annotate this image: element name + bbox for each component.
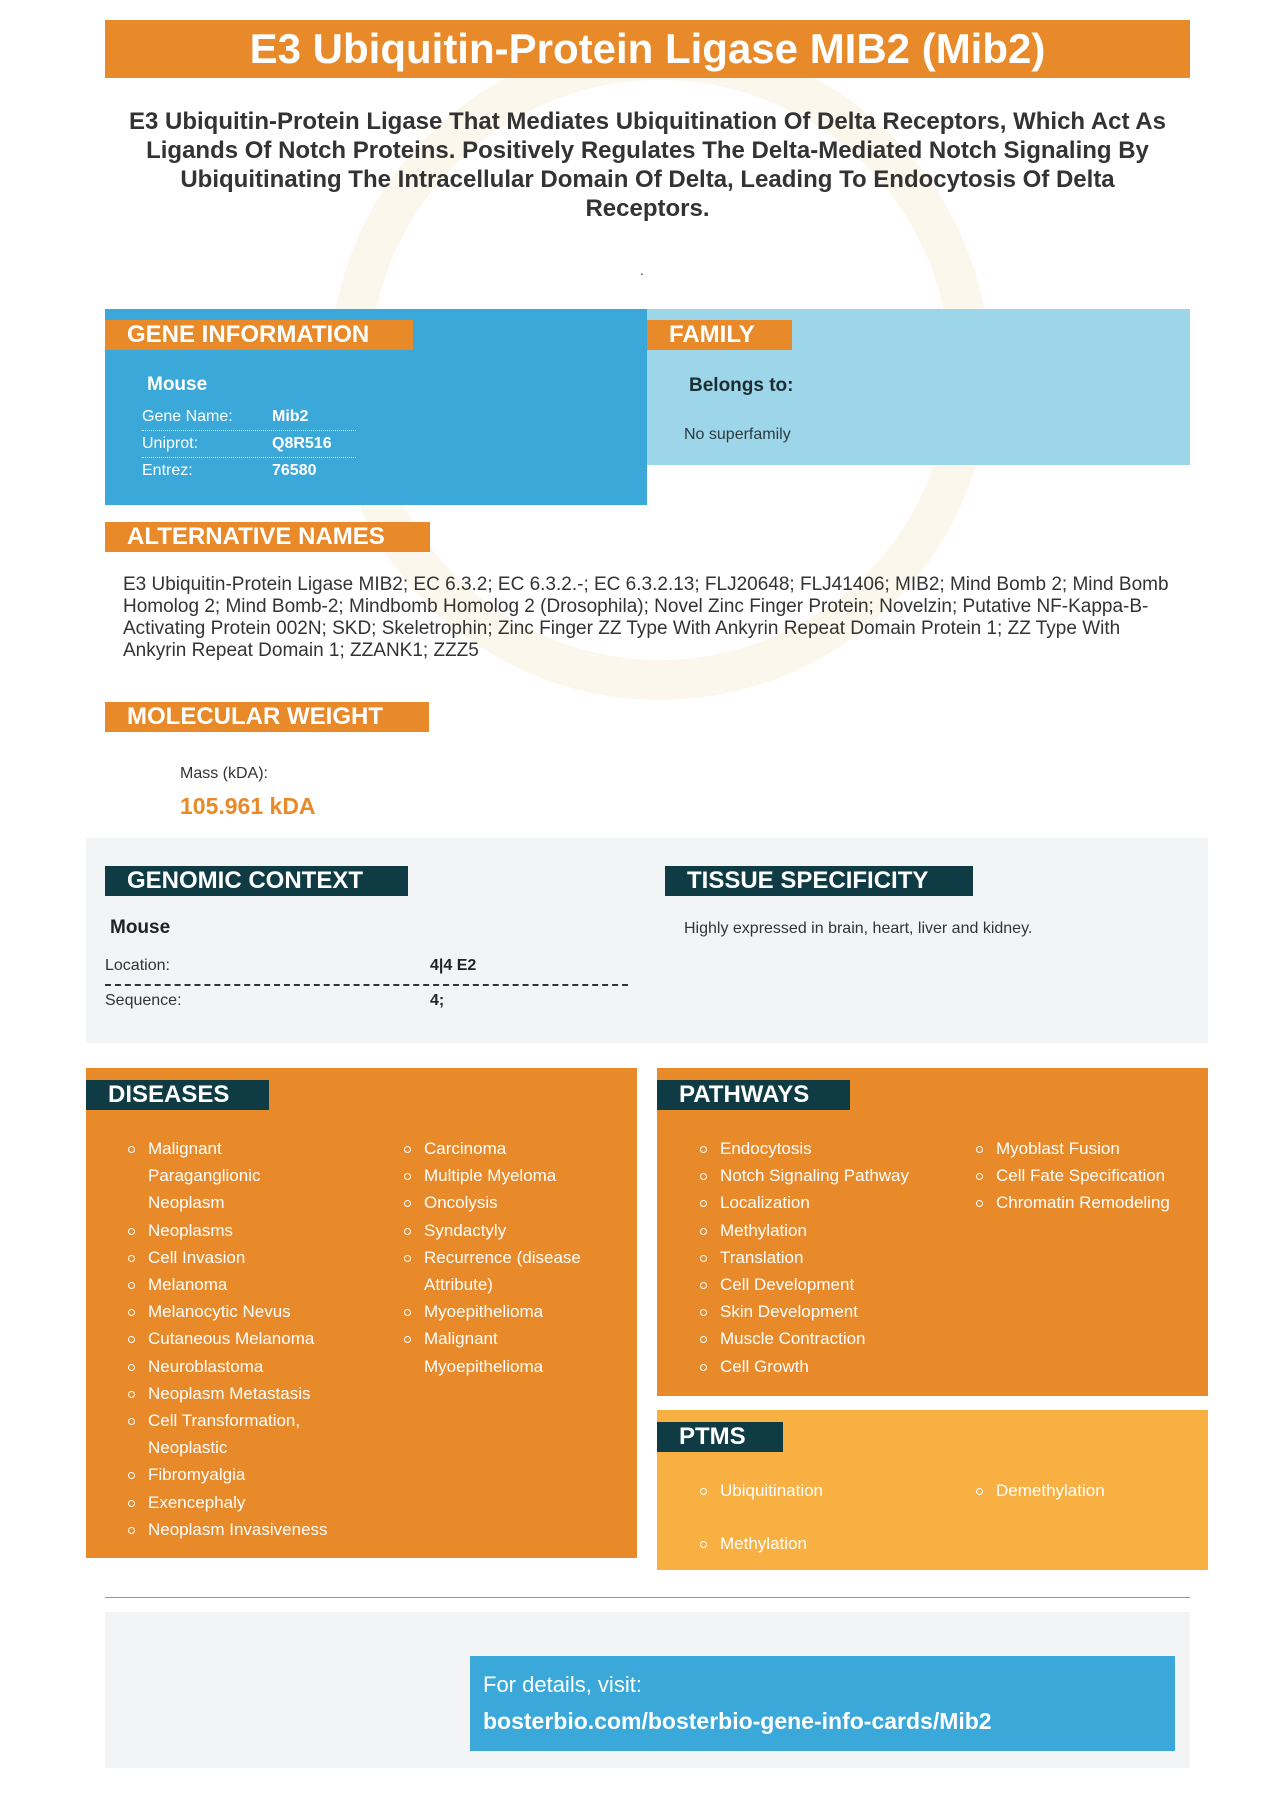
disease-item: Malignant Paraganglionic Neoplasm — [128, 1135, 333, 1217]
pathway-item: Endocytosis — [700, 1135, 960, 1162]
entrez-value: 76580 — [272, 462, 317, 479]
gene-organism: Mouse — [147, 374, 208, 395]
entrez-label: Entrez: — [142, 462, 193, 479]
ptms-list-col1-row2 — [700, 1530, 930, 1557]
ptm-item: Demethylation — [976, 1477, 1196, 1504]
sequence-label: Sequence: — [105, 992, 182, 1009]
diseases-heading: DISEASES — [86, 1080, 269, 1110]
disease-item: Fibromyalgia — [128, 1461, 333, 1488]
ptms-list-col2 — [976, 1477, 1196, 1504]
disease-item: Melanocytic Nevus — [128, 1298, 333, 1325]
uniprot-label: Uniprot: — [142, 435, 199, 452]
disease-item: Myoepithelioma — [404, 1298, 604, 1325]
details-box — [470, 1656, 1175, 1751]
alternative-names-heading: ALTERNATIVE NAMES — [105, 522, 430, 552]
ptm-item: Methylation — [700, 1530, 930, 1557]
family-belongs-label: Belongs to: — [689, 375, 794, 396]
gene-name-value: Mib2 — [272, 408, 309, 425]
location-label: Location: — [105, 957, 170, 974]
gene-name-label: Gene Name: — [142, 408, 233, 425]
page-title: E3 Ubiquitin-Protein Ligase MIB2 (Mib2) — [105, 20, 1190, 78]
pathway-item: Translation — [700, 1244, 960, 1271]
tissue-specificity-text: Highly expressed in brain, heart, liver and kidney. — [684, 920, 1033, 937]
gene-row-entrez — [142, 458, 356, 485]
details-link[interactable]: bosterbio.com/bosterbio-gene-info-cards/Mib2 — [483, 1708, 992, 1734]
pathway-item: Notch Signaling Pathway — [700, 1162, 960, 1189]
alternative-names-text: E3 Ubiquitin-Protein Ligase MIB2; EC 6.3.2; EC 6.3.2.-; EC 6.3.2.13; FLJ20648; FLJ41406; MIB2; Mind Bomb 2; Mind Bomb Homolog 2; Mind Bomb-2; Mindbomb Homolog 2 (Drosophila); Novel Zinc Finger Protein; Novelzin; Putative NF-Kappa-B-Activating Protein 002N; SKD; Skeletrophin; Zinc Finger ZZ Type With Ankyrin Repeat Domain Protein 1; ZZ Type With Ankyrin Repeat Domain 1; ZZANK1; ZZZ5 — [123, 574, 1169, 661]
sequence-value: 4; — [430, 992, 445, 1009]
ptm-item: Ubiquitination — [700, 1477, 930, 1504]
diseases-list-col1 — [128, 1135, 333, 1543]
pathway-item: Muscle Contraction — [700, 1325, 960, 1352]
disease-item: Melanoma — [128, 1271, 333, 1298]
pathway-item: Myoblast Fusion — [976, 1135, 1206, 1162]
family-value: No superfamily — [684, 426, 791, 443]
protein-description: E3 Ubiquitin-Protein Ligase That Mediates Ubiquitination Of Delta Receptors, Which Act As Ligands Of Notch Proteins. Positively Regulates The Delta-Mediated Notch Signaling By Ubiquitinating The Intracellular Domain Of Delta, Leading To Endocytosis Of Delta Receptors. — [129, 108, 1166, 222]
tissue-specificity-heading: TISSUE SPECIFICITY — [665, 866, 973, 896]
pathway-item: Chromatin Remodeling — [976, 1189, 1206, 1216]
context-divider — [105, 984, 628, 986]
diseases-list-col2 — [404, 1135, 604, 1380]
pathway-item: Cell Fate Specification — [976, 1162, 1206, 1189]
ptms-list-col1 — [700, 1477, 930, 1504]
pathways-list-col1 — [700, 1135, 960, 1380]
family-heading: FAMILY — [647, 320, 792, 350]
disease-item: Cutaneous Melanoma — [128, 1325, 333, 1352]
separator-dot: . — [640, 262, 644, 278]
mass-label: Mass (kDA): — [180, 765, 268, 782]
disease-item: Carcinoma — [404, 1135, 604, 1162]
pathways-list-col2 — [976, 1135, 1206, 1217]
footer-divider — [105, 1597, 1190, 1598]
disease-item: Malignant Myoepithelioma — [404, 1325, 604, 1379]
disease-item: Neuroblastoma — [128, 1353, 333, 1380]
genomic-organism: Mouse — [110, 917, 171, 938]
disease-item: Oncolysis — [404, 1189, 604, 1216]
pathway-item: Localization — [700, 1189, 960, 1216]
genomic-context-heading: GENOMIC CONTEXT — [105, 866, 408, 896]
disease-item: Neoplasm Invasiveness — [128, 1516, 333, 1543]
molecular-weight-heading: MOLECULAR WEIGHT — [105, 702, 429, 732]
pathways-heading: PATHWAYS — [657, 1080, 850, 1110]
pathway-item: Cell Growth — [700, 1353, 960, 1380]
disease-item: Exencephaly — [128, 1489, 333, 1516]
disease-item: Cell Invasion — [128, 1244, 333, 1271]
disease-item: Recurrence (disease Attribute) — [404, 1244, 604, 1298]
disease-item: Syndactyly — [404, 1217, 604, 1244]
gene-row-name — [142, 404, 356, 431]
mass-value: 105.961 kDA — [180, 793, 316, 819]
pathway-item: Cell Development — [700, 1271, 960, 1298]
disease-item: Multiple Myeloma — [404, 1162, 604, 1189]
location-value: 4|4 E2 — [430, 957, 477, 974]
uniprot-value: Q8R516 — [272, 435, 332, 452]
pathway-item: Skin Development — [700, 1298, 960, 1325]
disease-item: Cell Transformation, Neoplastic — [128, 1407, 333, 1461]
disease-item: Neoplasms — [128, 1217, 333, 1244]
gene-information-heading: GENE INFORMATION — [105, 320, 413, 350]
visit-label: For details, visit: — [483, 1672, 642, 1697]
disease-item: Neoplasm Metastasis — [128, 1380, 333, 1407]
pathway-item: Methylation — [700, 1217, 960, 1244]
gene-row-uniprot — [142, 431, 356, 458]
ptms-heading: PTMS — [657, 1422, 783, 1452]
